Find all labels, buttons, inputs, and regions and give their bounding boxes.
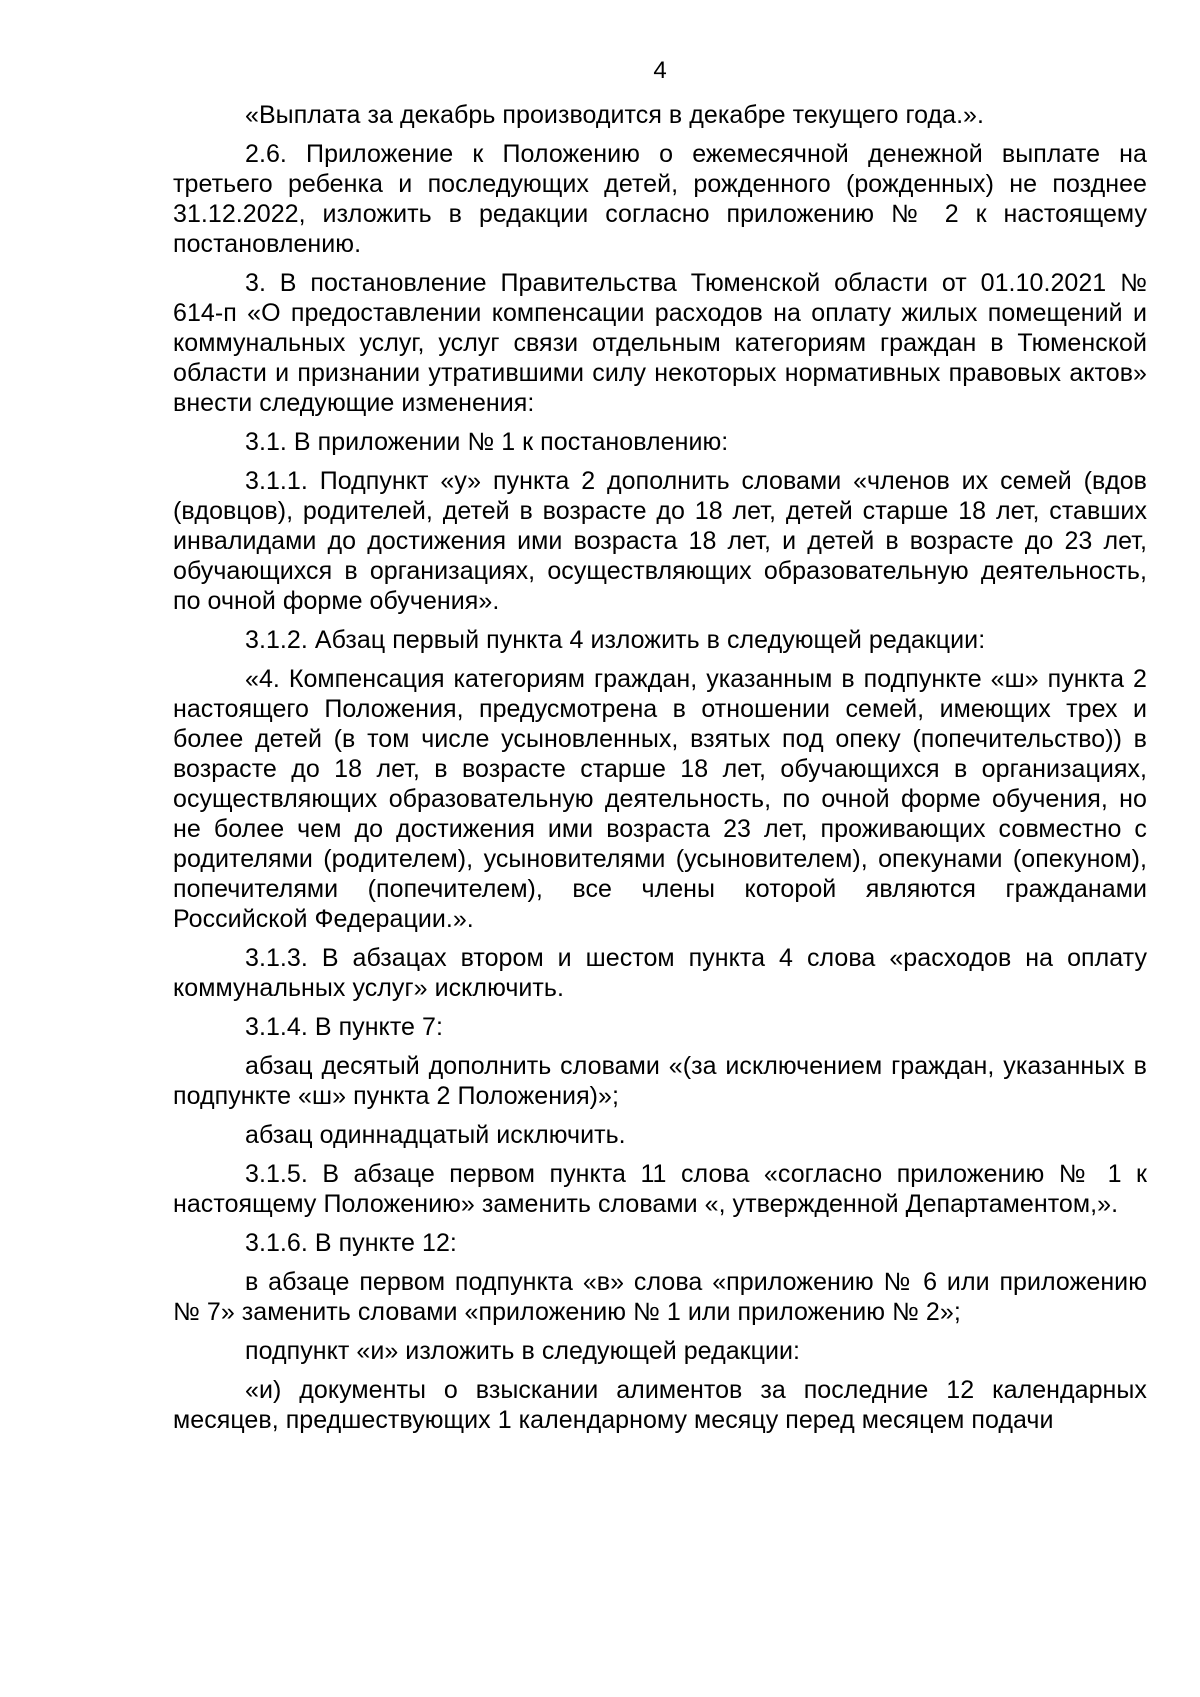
paragraph-subitem-i-text: «и) документы о взыскании алиментов за последние 12 календарных месяцев, предшествующих 1 календарному месяцу перед месяцем подачи (173, 1376, 1147, 1434)
paragraph-3-1-4: 3.1.4. В пункте 7: (245, 1013, 443, 1041)
paragraph-subitem-v: в абзаце первом подпункта «в» слова «приложению № 6 или приложению № 7» заменить словами «приложению № 1 или приложению № 2»; (173, 1268, 1147, 1326)
paragraph-subitem-i-intro: подпункт «и» изложить в следующей редакции: (245, 1337, 801, 1365)
paragraph-3-1-1: 3.1.1. Подпункт «у» пункта 2 дополнить словами «членов их семей (вдов (вдовцов), родителей, детей в возрасте до 18 лет, детей старше 18 лет, ставших инвалидами до достижения ими возраста 18 лет, и детей в возрасте до 23 лет, обучающихся в организациях, осуществляющих образовательную деятельность, по очной форме обучения». (173, 467, 1147, 615)
page-number: 4 (653, 57, 667, 84)
paragraph-3-1-2: 3.1.2. Абзац первый пункта 4 изложить в следующей редакции: (245, 626, 986, 654)
paragraph-eleventh-para: абзац одиннадцатый исключить. (245, 1121, 626, 1149)
paragraph-2-6: 2.6. Приложение к Положению о ежемесячной денежной выплате на третьего ребенка и последующих детей, рожденного (рожденных) не позднее 31.12.2022, изложить в редакции согласно приложению № 2 к настоящему постановлению. (173, 140, 1147, 258)
paragraph-tenth-para: абзац десятый дополнить словами «(за исключением граждан, указанных в подпункте «ш» пункта 2 Положения)»; (173, 1052, 1147, 1110)
paragraph-3: 3. В постановление Правительства Тюменской области от 01.10.2021 № 614-п «О предоставлении компенсации расходов на оплату жилых помещений и коммунальных услуг, услуг связи отдельным категориям граждан в Тюменской области и признании утратившими силу некоторых нормативных правовых актов» внести следующие изменения: (173, 269, 1147, 417)
paragraph-3-1-6: 3.1.6. В пункте 12: (245, 1229, 457, 1257)
paragraph-3-1-3: 3.1.3. В абзацах втором и шестом пункта 4 слова «расходов на оплату коммунальных услуг» исключить. (173, 944, 1147, 1002)
paragraph-payment-december: «Выплата за декабрь производится в декабре текущего года.». (245, 101, 985, 129)
paragraph-3-1: 3.1. В приложении № 1 к постановлению: (245, 428, 729, 456)
paragraph-3-1-5: 3.1.5. В абзаце первом пункта 11 слова «согласно приложению № 1 к настоящему Положению» заменить словами «, утвержденной Департаментом,». (173, 1160, 1147, 1218)
paragraph-quote-item-4: «4. Компенсация категориям граждан, указанным в подпункте «ш» пункта 2 настоящего Положения, предусмотрена в отношении семей, имеющих трех и более детей (в том числе усыновленных, взятых под опеку (попечительство)) в возрасте до 18 лет, в возрасте старше 18 лет, обучающихся в организациях, осуществляющих образовательную деятельность, по очной форме обучения, но не более чем до достижения ими возраста 23 лет, проживающих совместно с родителями (родителем), усыновителями (усыновителем), опекунами (опекуном), попечителями (попечителем), все члены которой являются гражданами Российской Федерации.». (173, 665, 1147, 933)
document-page (173, 56, 1147, 1444)
